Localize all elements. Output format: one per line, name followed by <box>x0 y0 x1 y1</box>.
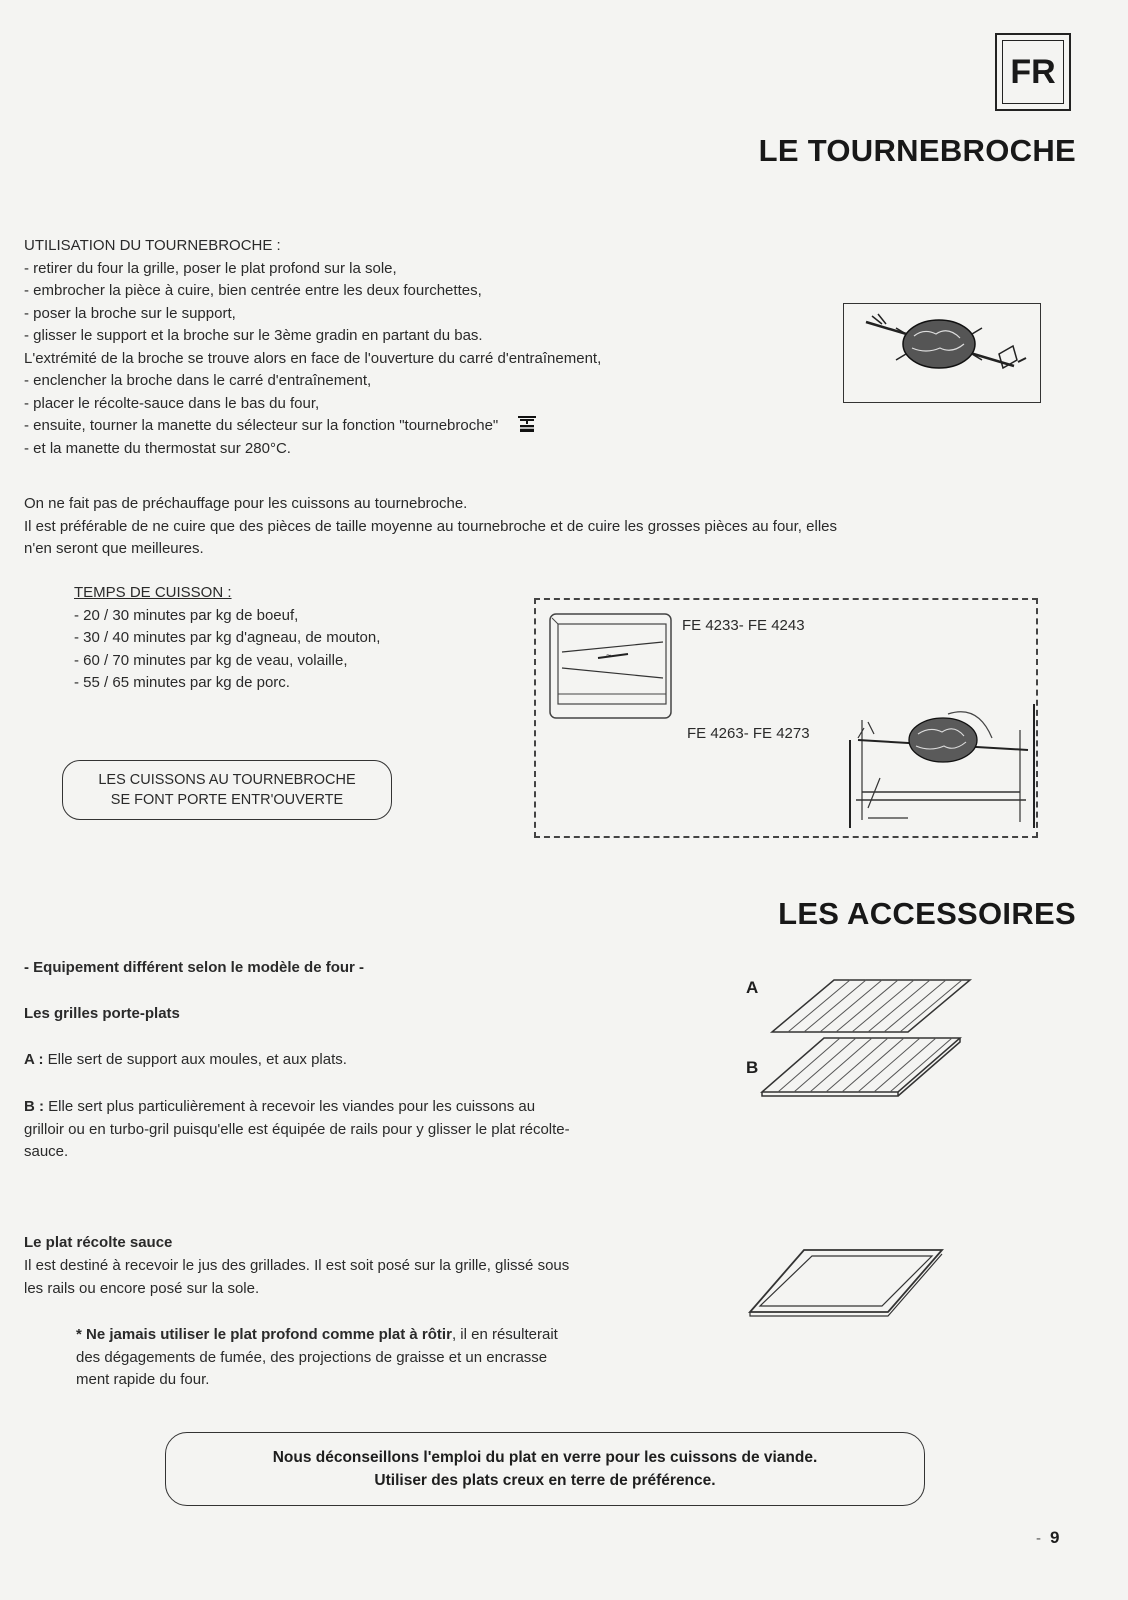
warning-rest: , il en résulterait <box>451 1326 558 1343</box>
oven-rack-b-icon <box>762 1036 962 1100</box>
cooking-times <box>74 582 380 695</box>
notice-line-1: LES CUISSONS AU TOURNEBROCHE <box>98 772 356 788</box>
model-label-1: FE 4233- FE 4243 <box>682 617 805 634</box>
time-pork: - 55 / 65 minutes par kg de porc. <box>74 674 290 691</box>
door-ajar-notice <box>62 760 392 820</box>
warning-bold: * Ne jamais utiliser le plat profond comme plat à rôtir <box>76 1326 452 1343</box>
step-5: L'extrémité de la broche se trouve alors en face de l'ouverture du carré d'entraînement, <box>24 349 602 367</box>
svg-text:~: ~ <box>606 650 612 660</box>
rotisserie-function-icon <box>516 415 538 433</box>
item-a-label: A : <box>24 1051 44 1068</box>
rotisserie-notes <box>24 493 837 561</box>
item-b-line-2: grilloir ou en turbo-gril puisqu'elle est équipée de rails pour y glisser le plat récolte- <box>24 1120 570 1138</box>
note-3: n'en seront que meilleures. <box>24 540 204 557</box>
plat-line-1: Il est destiné à recevoir le jus des grillades. Il est soit posé sur la grille, glissé sous <box>24 1257 570 1274</box>
grilles-title: Les grilles porte-plats <box>24 1005 180 1022</box>
step-8-text: - ensuite, tourner la manette du sélecteur sur la fonction "tournebroche" <box>24 417 499 434</box>
time-lamb: - 30 / 40 minutes par kg d'agneau, de mouton, <box>74 629 381 646</box>
plat-title: Le plat récolte sauce <box>24 1234 173 1251</box>
page-marker: - <box>1036 1530 1041 1547</box>
plat-description <box>24 1255 569 1300</box>
step-2: - embrocher la pièce à cuire, bien centrée entre les deux fourchettes, <box>24 282 482 299</box>
equipment-note: - Equipement différent selon le modèle de four - <box>24 959 365 976</box>
item-b-description <box>24 1096 570 1164</box>
item-b-label: B : <box>24 1098 44 1115</box>
time-veal: - 60 / 70 minutes par kg de veau, volaille, <box>74 651 348 669</box>
spit-illustration <box>843 303 1041 403</box>
notice-line-2: SE FONT PORTE ENTR'OUVERTE <box>110 792 344 808</box>
drip-tray-icon <box>748 1248 944 1318</box>
step-8 <box>24 415 601 438</box>
glass-dish-notice <box>165 1432 925 1506</box>
note-2: Il est préférable de ne cuire que des pièces de taille moyenne au tournebroche et de cuire les grosses pièces au four, elles <box>24 517 837 535</box>
section-title-tournebroche: LE TOURNEBROCHE <box>758 133 1076 168</box>
step-9: - et la manette du thermostat sur 280°C. <box>24 439 291 457</box>
oven-rotisserie-icon <box>848 700 1038 830</box>
usage-title: UTILISATION DU TOURNEBROCHE : <box>24 237 281 254</box>
bottom-note-line-1: Nous déconseillons l'emploi du plat en verre pour les cuissons de viande. <box>272 1449 818 1466</box>
step-7: - placer le récolte-sauce dans le bas du four, <box>24 394 320 412</box>
item-b-line-3: sauce. <box>24 1143 69 1160</box>
step-4: - glisser le support et la broche sur le 3ème gradin en partant du bas. <box>24 327 483 344</box>
section-title-accessoires: LES ACCESSOIRES <box>778 896 1076 931</box>
item-a-description <box>24 1049 347 1072</box>
roasting-warning <box>76 1324 558 1392</box>
step-3: - poser la broche sur le support, <box>24 304 236 322</box>
step-1: - retirer du four la grille, poser le plat profond sur la sole, <box>24 259 397 277</box>
oven-rack-a-icon <box>772 978 972 1034</box>
model-label-2: FE 4263- FE 4273 <box>687 725 810 742</box>
grid-label-b: B <box>746 1058 759 1077</box>
warning-line-2: des dégagements de fumée, des projections de graisse et un encrasse <box>76 1348 548 1366</box>
step-6: - enclencher la broche dans le carré d'entraînement, <box>24 372 372 389</box>
page-number: 9 <box>1050 1528 1060 1547</box>
plat-line-2: les rails ou encore posé sur la sole. <box>24 1279 260 1297</box>
oven-interior-icon <box>548 612 673 720</box>
usage-instructions <box>24 235 601 460</box>
item-b-line-1: Elle sert plus particulièrement à recevoir les viandes pour les cuissons au <box>44 1098 536 1115</box>
rotisserie-spit-icon <box>844 304 1042 404</box>
note-1: On ne fait pas de préchauffage pour les cuissons au tournebroche. <box>24 495 468 512</box>
cooking-times-title: TEMPS DE CUISSON : <box>74 584 232 601</box>
time-beef: - 20 / 30 minutes par kg de boeuf, <box>74 606 299 624</box>
grid-label-a: A <box>746 978 759 997</box>
warning-line-3: ment rapide du four. <box>76 1371 210 1388</box>
language-badge <box>995 33 1071 111</box>
language-code: FR <box>1002 40 1064 104</box>
item-a-text: Elle sert de support aux moules, et aux plats. <box>43 1051 347 1068</box>
bottom-note-line-2: Utiliser des plats creux en terre de préférence. <box>374 1472 716 1489</box>
